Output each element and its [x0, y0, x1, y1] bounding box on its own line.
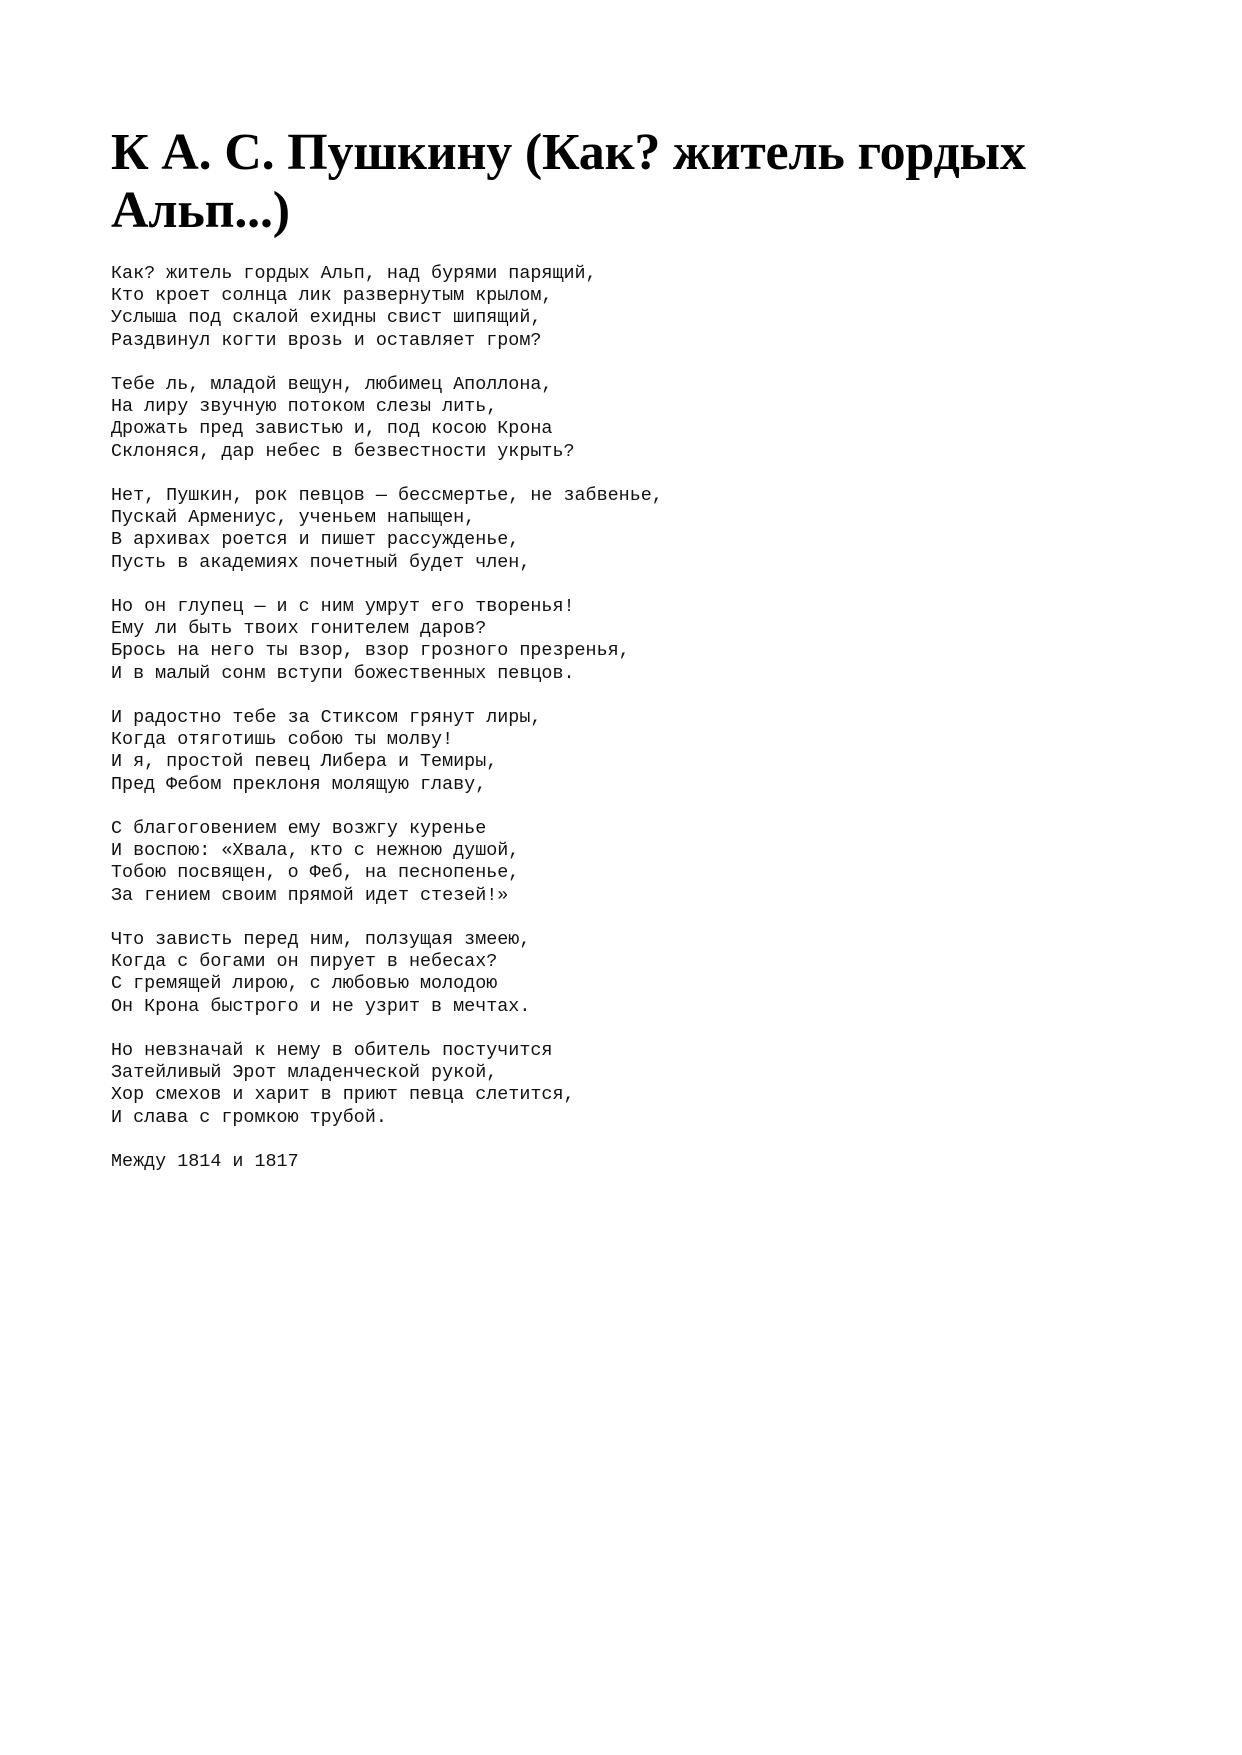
poem-line: Когда отяготишь собою ты молву! — [111, 729, 454, 751]
page-title: К А. С. Пушкину (Как? житель гордых Альп...) — [111, 124, 1026, 239]
poem-line: Пускай Армениус, ученьем напыщен, — [111, 507, 476, 529]
poem-line: Дрожать пред завистью и, под косою Крона — [111, 418, 553, 440]
poem-line: Раздвинул когти врозь и оставляет гром? — [111, 329, 542, 351]
poem-stanza — [111, 596, 1171, 685]
poem-line: С благоговением ему возжгу куренье — [111, 818, 487, 839]
poem-line: И радостно тебе за Стиксом грянут лиры, — [111, 707, 542, 728]
poem-line: Склоняся, дар небес в безвестности укрыть? — [111, 440, 575, 462]
poem-line: Услыша под скалой ехидны свист шипящий, — [111, 307, 542, 329]
poem-line: Затейливый Эрот младенческой рукой, — [111, 1062, 498, 1084]
poem-stanza — [111, 485, 1171, 574]
poem-stanza — [111, 707, 1171, 796]
poem-stanza — [111, 818, 1171, 907]
poem-line: Хор смехов и харит в приют певца слетится, — [111, 1084, 575, 1106]
poem-line: Нет, Пушкин, рок певцов — бессмертье, не забвенье, — [111, 485, 663, 506]
poem-line: И я, простой певец Либера и Темиры, — [111, 751, 498, 773]
poem-line: Когда с богами он пирует в небесах? — [111, 951, 498, 973]
poem-line: Пусть в академиях почетный будет член, — [111, 551, 531, 573]
poem-line: И слава с громкою трубой. — [111, 1106, 387, 1128]
poem-line: Что зависть перед ним, ползущая змеею, — [111, 929, 531, 950]
poem-line: Тебе ль, младой вещун, любимец Аполлона, — [111, 374, 553, 395]
poem-line: Кто кроет солнца лик развернутым крылом, — [111, 285, 553, 307]
poem-line: Тобою посвящен, о Феб, на песнопенье, — [111, 862, 520, 884]
poem-line: За гением своим прямой идет стезей!» — [111, 884, 509, 906]
poem-line: В архивах роется и пишет рассужденье, — [111, 529, 520, 551]
poem-line: Но невзначай к нему в обитель постучится — [111, 1040, 553, 1061]
document-page — [111, 124, 1171, 1173]
poem-stanza — [111, 929, 1171, 1018]
poem-line: Как? житель гордых Альп, над бурями парящий, — [111, 263, 597, 284]
poem-line: С гремящей лирою, с любовью молодою — [111, 973, 498, 995]
poem-line: Он Крона быстрого и не узрит в мечтах. — [111, 995, 531, 1017]
poem-line: На лиру звучную потоком слезы лить, — [111, 396, 498, 418]
poem-line: Ему ли быть твоих гонителем даров? — [111, 618, 487, 640]
poem-stanza — [111, 263, 1171, 352]
poem-body — [111, 263, 1171, 1129]
poem-stanza — [111, 374, 1171, 463]
poem-date: Между 1814 и 1817 — [111, 1151, 299, 1172]
poem-line: Но он глупец — и с ним умрут его творенья! — [111, 596, 575, 617]
poem-stanza — [111, 1040, 1171, 1129]
poem-line: И воспою: «Хвала, кто с нежною душой, — [111, 840, 520, 862]
poem-line: И в малый сонм вступи божественных певцов. — [111, 662, 575, 684]
poem-line: Брось на него ты взор, взор грозного презренья, — [111, 640, 630, 662]
poem-line: Пред Фебом преклоня молящую главу, — [111, 773, 487, 795]
